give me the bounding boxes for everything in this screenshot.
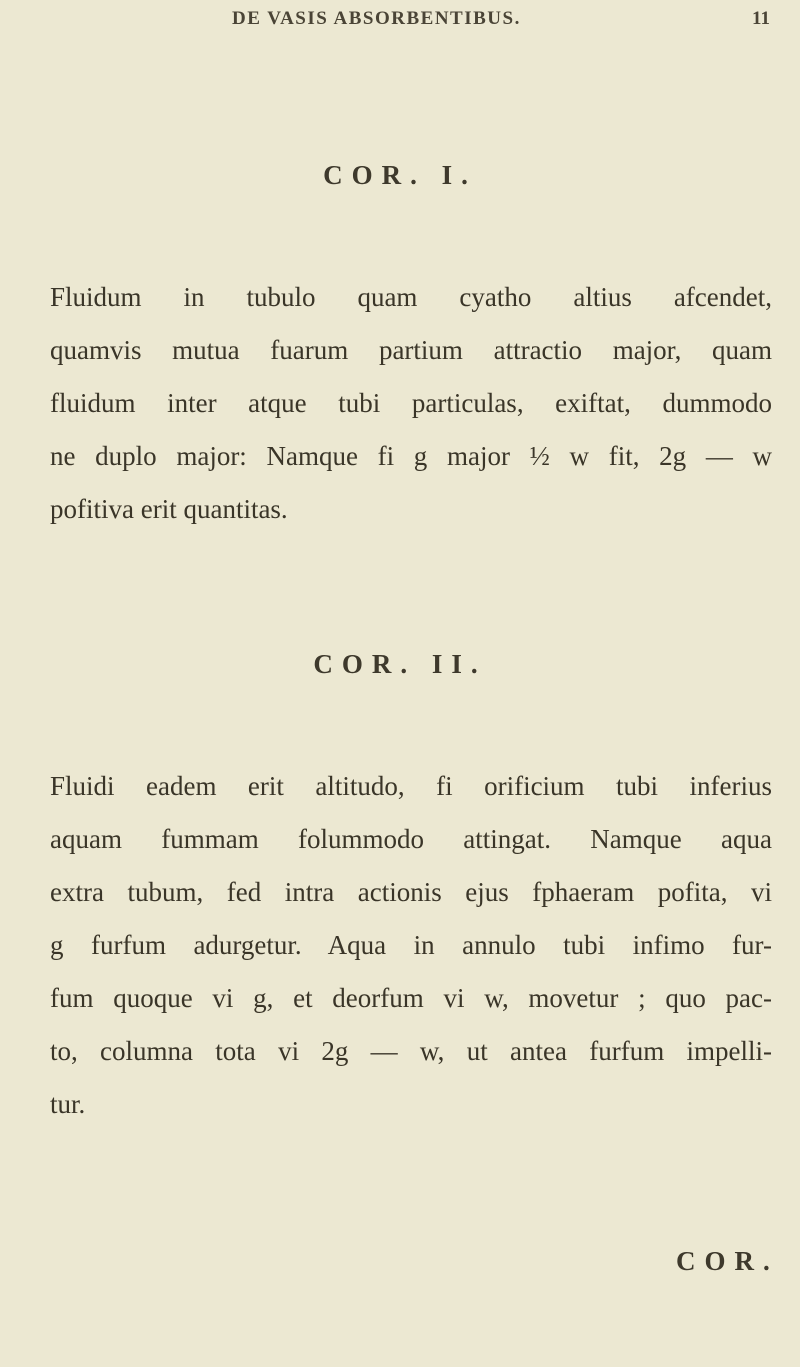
paragraph-line: pofitiva erit quantitas.: [50, 494, 288, 524]
section-heading-cor-1: COR. I.: [323, 160, 477, 190]
paragraph-line: fum quoque vi g, et deorfum vi w, movetur ; quo pac-: [50, 983, 772, 1013]
paragraph-line: fluidum inter atque tubi particulas, exiftat, dummodo: [50, 388, 772, 418]
running-title: DE VASIS ABSORBENTIBUS.: [232, 8, 521, 29]
paragraph-line: Fluidi eadem erit altitudo, fi orificium tubi inferius: [50, 771, 772, 801]
catchword: COR.: [676, 1246, 779, 1276]
section-heading-cor-2: COR. II.: [313, 649, 487, 679]
paragraph-line: quamvis mutua fuarum partium attractio major, quam: [50, 335, 772, 365]
paragraph-line: aquam fummam folummodo attingat. Namque aqua: [50, 824, 772, 854]
paragraph-line: g furfum adurgetur. Aqua in annulo tubi infimo fur-: [50, 930, 772, 960]
page-number: 11: [752, 8, 770, 29]
running-head: [0, 8, 800, 38]
paragraph-line: extra tubum, fed intra actionis ejus fphaeram pofita, vi: [50, 877, 772, 907]
paragraph-line: tur.: [50, 1089, 86, 1119]
paragraph-line: Fluidum in tubulo quam cyatho altius afcendet,: [50, 282, 772, 312]
paragraph-line: ne duplo major: Namque fi g major ½ w fit, 2g — w: [50, 441, 772, 471]
paragraph-line: to, columna tota vi 2g — w, ut antea furfum impelli-: [50, 1036, 772, 1066]
